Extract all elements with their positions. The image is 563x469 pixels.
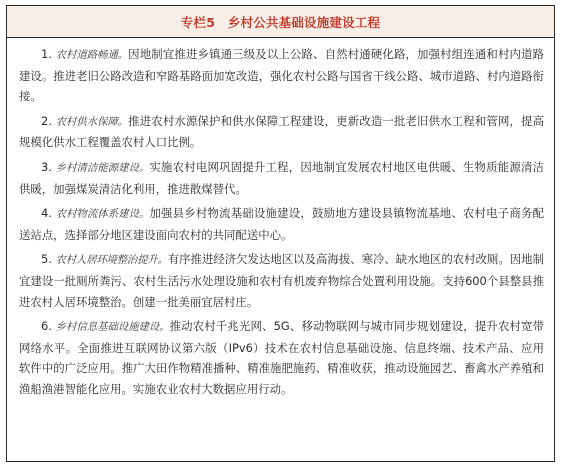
item-clean-energy (19, 157, 544, 199)
item-number: 3. (41, 159, 52, 174)
item-heading: 农村人居环境整治提升。 (55, 254, 168, 267)
item-text: 推进农村水源保护和供水保障工程建设，更新改造一批老旧供水工程和管网，提高规模化供水工程覆盖农村人口比例。 (19, 113, 544, 150)
column-content (7, 38, 554, 400)
item-text: 推动农村千兆光网、5G、移动物联网与城市同步规划建设，提升农村宽带网络水平。全面推进互联网协议第六版（IPv6）技术在农村信息基础设施、信息终端、技术产品、应用软件中的广泛应用。推广大田作物精准播种、精准施肥施药、精准收获，推动设施园艺、畜禽水产养殖和渔船渔港智能化应用。实施农业农村大数据应用行动。 (19, 319, 545, 396)
item-information-infrastructure (19, 316, 544, 399)
item-heading: 乡村清洁能源建设。 (55, 161, 150, 174)
item-number: 4. (41, 206, 52, 221)
item-living-environment (19, 249, 544, 312)
item-number: 1. (41, 47, 52, 61)
item-text: 有序推进经济欠发达地区以及高海拔、寒冷、缺水地区的农村改厕。因地制宜建设一批厕所粪污、农村生活污水处理设施和农村有机废弃物综合处置利用设施。支持600个县整县推进农村人居环境整治。创建一批美丽宜居村庄。 (19, 252, 544, 309)
column-title-bar (7, 6, 554, 38)
column-title: 专栏5 乡村公共基础设施建设工程 (180, 14, 381, 30)
item-text: 实施农村电网巩固提升工程，因地制宜发展农村地区电供暖、生物质能源清洁供暖，加强煤炭清洁化利用，推进散煤替代。 (19, 159, 544, 196)
item-heading: 农村供水保障。 (55, 115, 129, 128)
item-heading: 乡村信息基础设施建设。 (55, 321, 170, 334)
item-water-supply (19, 111, 544, 153)
item-number: 2. (41, 113, 52, 128)
item-number: 6. (41, 319, 52, 334)
item-text: 加强县乡村物流基础设施建设，鼓励地方建设县镇物流基地、农村电子商务配送站点，选择部分地区建设面向农村的共同配送中心。 (19, 206, 544, 242)
item-text: 因地制宜推进乡镇通三级及以上公路、自然村通硬化路，加强村组连通和村内道路建设。推进老旧公路改造和窄路基路面加宽改造，强化农村公路与国省干线公路、城市道路、村内道路衔接。 (19, 47, 544, 104)
item-heading: 农村道路畅通。 (55, 49, 129, 61)
item-logistics (19, 203, 544, 245)
item-number: 5. (41, 252, 52, 267)
item-heading: 农村物流体系建设。 (55, 208, 150, 221)
special-column-box (6, 5, 555, 462)
item-rural-roads (19, 44, 544, 107)
